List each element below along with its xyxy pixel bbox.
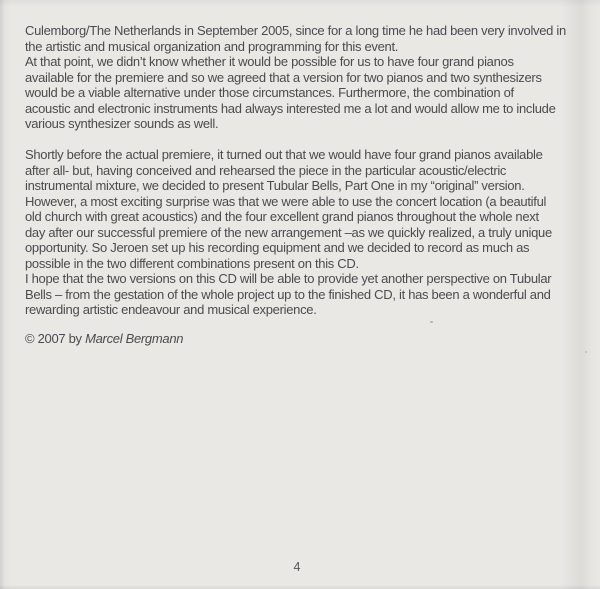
text-line: old church with great acoustics) and the four excellent grand pianos throughout the whole next xyxy=(25,209,539,224)
text-line: Culemborg/The Netherlands in September 2005, since for a long time he had been very involved in xyxy=(25,23,566,38)
text-line: However, a most exciting surprise was that we were able to use the concert location (a beautiful xyxy=(25,193,547,209)
paragraph-premiere-recording xyxy=(25,147,578,318)
text-line: acoustic and electronic instruments had always interested me a lot and would allow me to include xyxy=(25,100,556,116)
copyright-line xyxy=(25,331,578,347)
text-line: rewarding artistic endeavour and musical experience. xyxy=(25,302,317,317)
text-line: the artistic and musical organization and programming for this event. xyxy=(25,38,399,54)
text-line: possible in the two different combinations present on this CD. xyxy=(25,255,359,271)
text-line: day after our successful premiere of the new arrangement –as we quickly realized, a truly unique xyxy=(25,224,552,240)
text-line: Shortly before the actual premiere, it turned out that we would have four grand pianos available xyxy=(25,147,543,162)
paragraph-pianos-synthesizers xyxy=(25,23,578,132)
liner-notes-text xyxy=(25,23,578,346)
text-line: available for the premiere and so we agreed that a version for two pianos and two synthesizers xyxy=(25,69,542,85)
copyright-prefix: © 2007 by xyxy=(25,330,86,346)
scan-speck xyxy=(585,351,587,353)
text-line: Bells – from the gestation of the whole project up to the finished CD, it has been a wonderful and xyxy=(25,286,551,302)
text-line: various synthesizer sounds as well. xyxy=(25,116,219,131)
text-line: I hope that the two versions on this CD will be able to provide yet another perspective on Tubular xyxy=(25,271,552,286)
text-line: opportunity. So Jeroen set up his recording equipment and we decided to record as much as xyxy=(25,240,530,255)
scan-speck xyxy=(430,321,433,323)
copyright-author-name: Marcel Bergmann xyxy=(85,330,184,346)
text-line: after all- but, having conceived and rehearsed the piece in the particular acoustic/electric xyxy=(25,162,507,178)
text-line: At that point, we didn’t know whether it would be possible for us to have four grand pianos xyxy=(25,54,514,69)
text-line: instrumental mixture, we decided to present Tubular Bells, Part One in my “original” version. xyxy=(25,178,525,193)
page-number: 4 xyxy=(293,560,301,574)
text-line: would be a viable alternative under those circumstances. Furthermore, the combination of xyxy=(25,85,514,100)
